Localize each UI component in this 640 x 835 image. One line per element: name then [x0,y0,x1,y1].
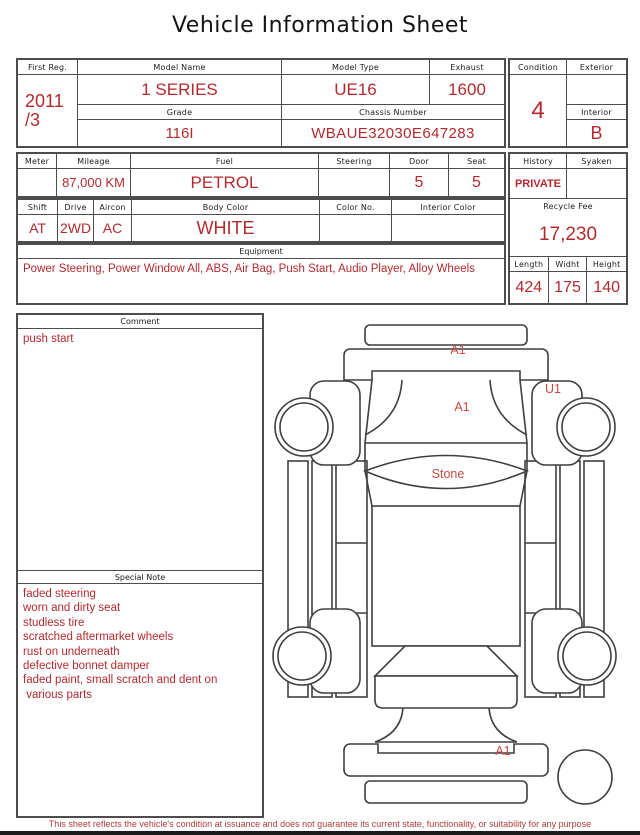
meter-value [18,169,57,196]
first-reg-value [18,75,78,146]
body-color-value: WHITE [132,215,320,241]
equipment-label: Equipment [18,245,504,259]
condition-label: Condition [510,60,567,75]
shift-value: AT [18,215,58,241]
wheel-front-left [275,398,333,456]
first-reg-year: 2011 [25,91,64,112]
comment-text: push start [23,333,74,345]
drive-table [16,198,506,243]
height-label: Height [587,257,626,272]
aircon-label: Aircon [94,200,132,215]
damage-label-windshield: Stone [431,467,465,481]
seat-label: Seat [449,154,504,169]
special-note-line: faded steering [23,588,96,600]
model-name-value: 1 SERIES [78,75,282,105]
special-note-line: rust on underneath [23,645,120,658]
grade-label: Grade [78,105,282,120]
aircon-value: AC [94,215,132,241]
exhaust-value: 1600 [430,75,504,105]
body-color-label: Body Color [132,200,320,215]
page-title: Vehicle Information Sheet [171,13,469,38]
damage-label-front-bumper: A1 [450,343,466,357]
length-label: Length [510,257,549,272]
damage-label-bonnet: A1 [454,400,470,414]
comment-note-box [16,313,264,818]
exhaust-label: Exhaust [430,60,504,75]
spare-tire-circle [558,750,612,804]
syaken-value [567,169,626,198]
special-note-line: defective bonnet damper [23,659,150,672]
fuel-label: Fuel [131,154,319,169]
interior-color-label: Interior Color [392,200,504,215]
interior-value: B [590,122,603,143]
color-no-label: Color No. [320,200,392,215]
damage-label-rear-bumper: A1 [495,744,511,758]
recycle-fee-value: 17,230 [538,224,598,245]
bottom-bar [0,831,640,835]
special-note-line: faded paint, small scratch and dent on [23,674,218,687]
model-name-label: Model Name [78,60,282,75]
spec-table [16,152,506,198]
door-value: 5 [390,169,449,196]
model-type-value: UE16 [282,75,430,105]
disclaimer-text: This sheet reflects the vehicle's condition at issuance and does not guarantee its current state, functionality, or suitability for any purpose [48,819,592,829]
exterior-value [567,75,626,105]
drive-value: 2WD [58,215,94,241]
damage-label-right-fender: U1 [545,382,561,396]
special-note-line: scratched aftermarket wheels [23,631,174,644]
length-value: 424 [510,272,549,303]
special-note-label: Special Note [18,570,262,584]
equipment-box [16,243,506,305]
history-value: PRIVATE [510,169,567,198]
condition-table [508,58,628,148]
history-label: History [510,154,567,169]
chassis-number-label: Chassis Number [282,105,504,120]
first-reg-label: First Reg. [18,60,78,75]
model-type-label: Model Type [282,60,430,75]
vehicle-diagram [265,313,635,813]
shift-label: Shift [18,200,58,215]
seat-value: 5 [472,173,481,191]
special-note-line: various parts [23,688,93,701]
mileage-label: Mileage [57,154,131,169]
wheel-rear-right [558,627,616,685]
interior-label: Interior [567,105,626,120]
special-note-line: worn and dirty seat [23,602,121,615]
steering-label: Steering [319,154,390,169]
door-label: Door [390,154,449,169]
fuel-value: PETROL [131,169,319,196]
mileage-value: 87,000 KM [57,169,131,196]
wheel-rear-left [273,627,331,685]
first-reg-month: /3 [25,109,41,130]
exterior-label: Exterior [567,60,626,75]
special-note-text [18,584,262,816]
meter-label: Meter [18,154,57,169]
height-value: 140 [593,278,621,296]
special-note-line: studless tire [23,616,85,629]
equipment-text: Power Steering, Power Window All, ABS, Air Bag, Push Start, Audio Player, Alloy Wheels [23,263,475,275]
steering-value [319,169,390,196]
width-value: 175 [549,272,588,303]
wheel-front-right [557,398,615,456]
chassis-number-value: WBAUE32030E647283 [311,124,475,142]
width-label: Widht [549,257,588,272]
condition-value: 4 [510,75,567,146]
recycle-fee-label: Recycle Fee [543,202,593,211]
drive-label: Drive [58,200,94,215]
syaken-label: Syaken [567,154,626,169]
history-fee-table [508,152,628,305]
identity-table [16,58,506,148]
color-no-value [320,215,392,241]
grade-value: 116I [78,120,282,146]
comment-label: Comment [18,315,262,329]
interior-color-value [392,215,504,241]
